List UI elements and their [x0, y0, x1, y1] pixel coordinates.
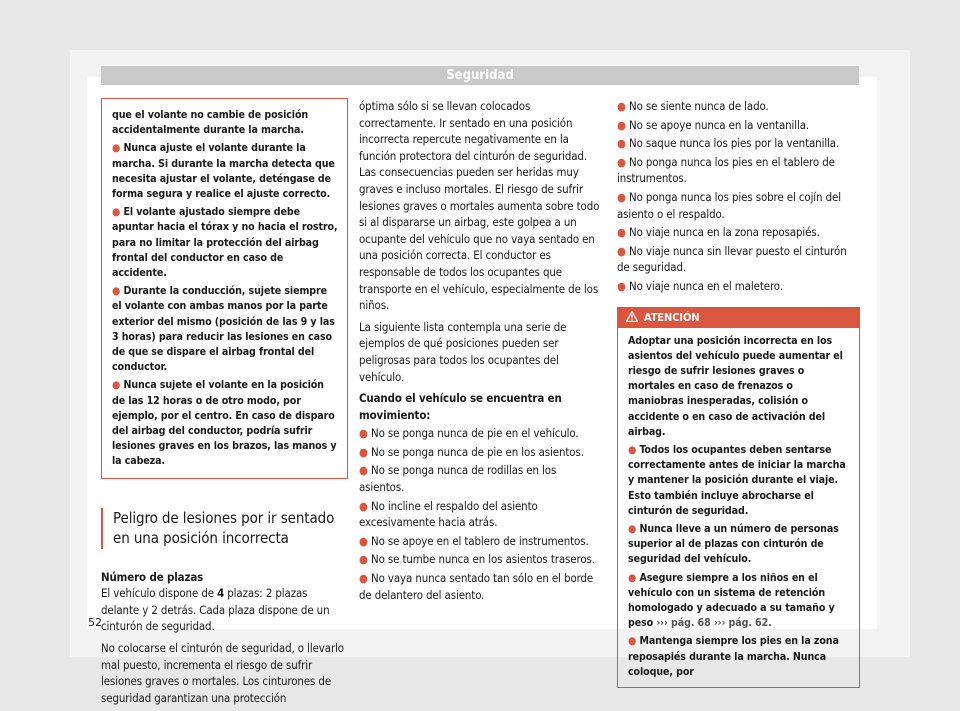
- bullet-icon: ●: [617, 117, 629, 132]
- warning-bullet: ● Nunca ajuste el volante durante la marcha. Si durante la marcha detecta que necesita ajustar el volante, deténgase de forma segura y realice el ajuste correcto.: [112, 142, 335, 201]
- bullet-icon: ●: [617, 136, 629, 151]
- bullet-icon: ●: [628, 522, 640, 535]
- warning-box-continued: [101, 98, 348, 479]
- paragraph-seats: El vehículo dispone de 4 plazas: 2 plazas delante y 2 detrás. Cada plaza dispone de un cinturón de seguridad.: [101, 586, 330, 634]
- list-item: ● No ponga nunca los pies en el tablero de instrumentos.: [617, 154, 835, 186]
- warning-bullet: ● Nunca lleve a un número de personas superior al de plazas con cinturón de seguridad del vehículo.: [628, 522, 839, 566]
- subheading-seats: Número de plazas: [101, 569, 204, 584]
- warning-header: [618, 308, 859, 328]
- section-header: Seguridad: [101, 66, 859, 85]
- column-2: [359, 98, 602, 605]
- bullet-icon: ●: [617, 243, 629, 258]
- paragraph-list-intro: La siguiente lista contempla una serie de ejemplos de qué posiciones pueden ser peligrosas para todos los ocupantes del vehículo.: [359, 319, 567, 384]
- bullet-icon: ●: [359, 426, 371, 441]
- paragraph-positions: óptima sólo si se llevan colocados correctamente. Ir sentado en una posición incorrecta repercute negativamente en la función protectora del cinturón de seguridad. Las consecuencias pueden ser heridas muy graves e incluso mortales. El riesgo de sufrir lesiones graves o mortales aumenta sobre todo si al dispararse un airbag, este golpea a un ocupante del vehículo que no vaya sentado en una posición correcta. El conductor es responsable de todos los ocupantes que transporte en el vehículo, especialmente de los niños.: [359, 99, 600, 313]
- list-item: ● No viaje nunca sin llevar puesto el cinturón de seguridad.: [617, 243, 847, 275]
- warning-bullet: ● Durante la conducción, sujete siempre el volante con ambas manos por la parte exterior del mismo (posición de las 9 y las 3 horas) para reducir las lesiones en caso de que se dispare el airbag frontal del conductor.: [112, 285, 335, 374]
- paragraph-belts: No colocarse el cinturón de seguridad, o llevarlo mal puesto, incrementa el riesgo de sufrir lesiones graves o mortales. Los cinturones de seguridad garantizan una protección: [101, 641, 344, 705]
- warning-triangle-icon: [626, 308, 638, 328]
- subheading-moving: Cuando el vehículo se encuentra en movimiento:: [359, 391, 562, 422]
- bullet-icon: ●: [112, 285, 124, 298]
- warning-bullet: ● El volante ajustado siempre debe apuntar hacia el tórax y no hacia el rostro, para no limitar la protección del airbag frontal del conductor en caso de accidente.: [112, 206, 338, 280]
- bullet-icon: ●: [617, 189, 629, 204]
- list-item: ● No se apoye en el tablero de instrumentos.: [359, 533, 589, 548]
- bullet-icon: ●: [617, 154, 629, 169]
- list-item: ● No se siente nunca de lado.: [617, 99, 769, 113]
- bullet-icon: ●: [628, 443, 640, 456]
- warning-title: ATENCIÓN: [644, 310, 700, 324]
- column-3: [617, 98, 860, 688]
- page-reference-link[interactable]: ››› pág. 68: [656, 617, 711, 630]
- list-item: ● No vaya nunca sentado tan sólo en el borde de delantero del asiento.: [359, 571, 594, 602]
- warning-text: que el volante no cambie de posición accidentalmente durante la marcha.: [112, 109, 309, 137]
- page-number: 52: [88, 616, 102, 629]
- bullet-icon: ●: [112, 379, 124, 392]
- bullet-icon: ●: [112, 142, 124, 155]
- bullet-icon: ●: [359, 571, 371, 586]
- list-item: ● No se ponga nunca de pie en los asientos.: [359, 444, 584, 459]
- list-item: ● No se ponga nunca de pie en el vehículo.: [359, 426, 579, 441]
- bullet-icon: ●: [359, 498, 371, 513]
- bullet-icon: ●: [359, 444, 371, 459]
- bullet-icon: ●: [628, 571, 640, 584]
- list-item: ● No se tumbe nunca en los asientos traseros.: [359, 552, 595, 567]
- warning-box: [617, 307, 860, 688]
- page-reference-link[interactable]: ››› pág. 62.: [713, 617, 772, 630]
- bullet-icon: ●: [359, 552, 371, 567]
- list-item: ● No incline el respaldo del asiento excesivamente hacia atrás.: [359, 498, 538, 530]
- warning-bullet: ● Asegure siempre a los niños en el vehículo con un sistema de retención homologado y adecuado a su tamaño y peso ››› pág. 68 ››› pág. 62.: [628, 571, 835, 630]
- warning-bullet: ● Nunca sujete el volante en la posición de las 12 horas o de otro modo, por ejemplo, por el centro. En caso de disparo del airbag del conductor, podría sufrir lesiones graves en los brazos, las manos y la cabeza.: [112, 379, 337, 468]
- list-item: ● No se ponga nunca de rodillas en los asientos.: [359, 463, 557, 495]
- section-heading: Peligro de lesiones por ir sentado en una posición incorrecta: [101, 508, 348, 549]
- list-item: ● No saque nunca los pies por la ventanilla.: [617, 136, 840, 151]
- list-item: ● No ponga nunca los pies sobre el cojín del asiento o el respaldo.: [617, 189, 841, 221]
- bullet-icon: ●: [628, 635, 640, 648]
- bullet-icon: ●: [359, 533, 371, 548]
- column-1: [101, 98, 348, 711]
- bullet-icon: ●: [359, 463, 371, 478]
- bullet-icon: ●: [617, 99, 629, 113]
- list-item: ● No viaje nunca en la zona reposapiés.: [617, 225, 820, 240]
- bullet-icon: ●: [617, 225, 629, 240]
- bullet-icon: ●: [112, 206, 124, 219]
- warning-intro: Adoptar una posición incorrecta en los asientos del vehículo puede aumentar el riesgo de sufrir lesiones graves o mortales en caso de frenazos o maniobras inesperadas, colisión o accidente o en caso de activación del airbag.: [628, 334, 843, 438]
- warning-bullet: ● Todos los ocupantes deben sentarse correctamente antes de iniciar la marcha y mantener la posición durante el viaje. Esto también incluye abrocharse el cinturón de seguridad.: [628, 443, 846, 517]
- list-item: ● No viaje nunca en el maletero.: [617, 278, 783, 293]
- list-item: ● No se apoye nunca en la ventanilla.: [617, 117, 810, 132]
- bullet-icon: ●: [617, 278, 629, 293]
- warning-bullet: ● Mantenga siempre los pies en la zona reposapiés durante la marcha. Nunca coloque, por: [628, 635, 839, 678]
- warning-body: [618, 328, 859, 687]
